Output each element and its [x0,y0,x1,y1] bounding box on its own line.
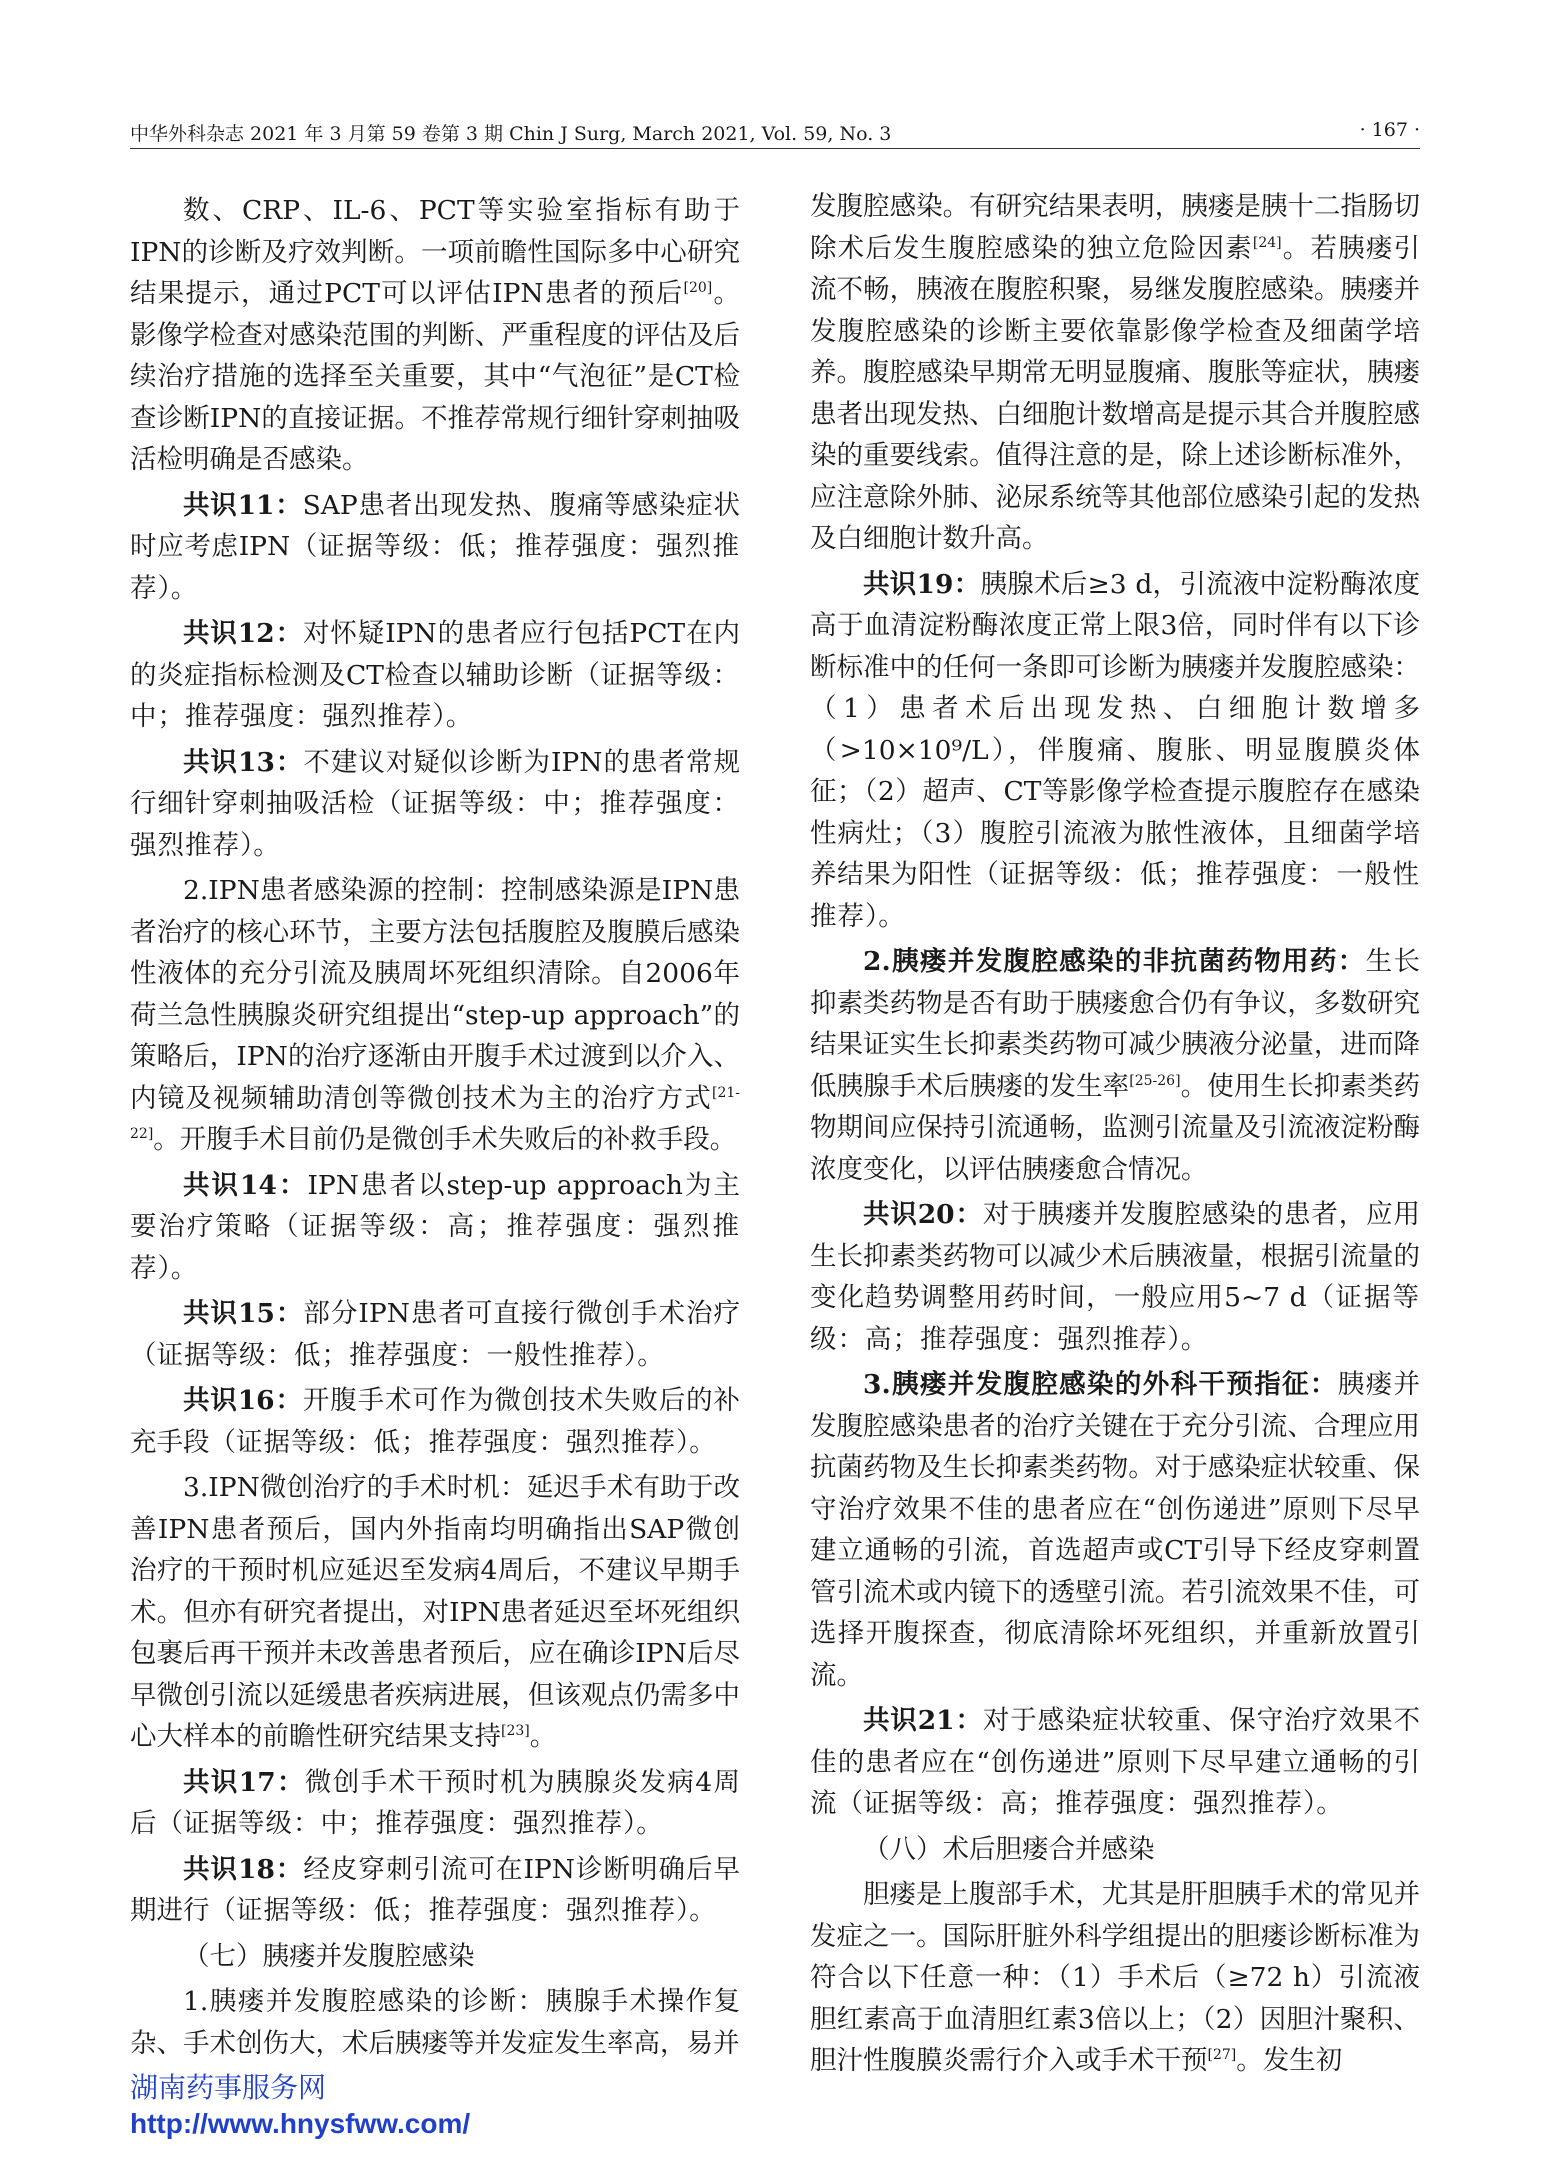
paragraph [130,1293,740,1376]
paragraph-text-tail: ）。 [623,1808,663,1839]
footer-url[interactable]: http://www.hnysfww.com/ [130,2108,471,2139]
paragraph-text: IPN患者以step-up approach为主要治疗策略（ [130,1169,740,1242]
paragraph-text-tail: ）。 [865,900,905,932]
paragraph-text: 对于感染症状较重、保守治疗效果不佳的患者应在“创伤递进”原则下尽早建立通畅的引流（ [810,1705,1420,1819]
consensus-label: 共识13： [183,746,304,778]
evidence-grade: 证据等级：中；推荐强度：强烈推荐 [130,788,741,861]
paragraph-text: 胰腺术后≥3 d，引流液中淀粉酶浓度高于血清淀粉酶浓度正常上限3倍，同时伴有以下诊断标准中的任何一条即可诊断为胰瘘并发腹腔感染：（1）患者术后出现发热、白细胞计数增多（>10×10⁹/L），伴腹痛、腹胀、明显腹膜炎体征；（2）超声、CT等影像学检查提示腹腔存在感染性病灶；（3）腹腔引流液为脓性液体，且细菌学培养结果为阳性（ [810,568,1420,890]
consensus-label: 共识17： [183,1766,305,1798]
paragraph [810,941,1420,1190]
paragraph-text-tail: 。发生初 [1236,2045,1343,2076]
consensus-label: 共识11： [183,489,303,521]
paragraph [130,1467,740,1758]
consensus-label: 共识15： [183,1298,304,1329]
evidence-grade: 证据等级：低；推荐强度：强烈推荐 [236,1426,676,1458]
evidence-grade: 证据等级：高；推荐强度：强烈推荐 [810,1282,1420,1355]
journal-citation: 中华外科杂志 2021 年 3 月第 59 卷第 3 期 Chin J Surg, March 2021, Vol. 59, No. 3 [130,123,892,145]
paragraph [130,190,740,481]
citation-ref: [25-26] [1129,1072,1181,1089]
evidence-grade: 证据等级：低；推荐强度：强烈推荐 [130,531,740,604]
citation-ref: [27] [1207,2047,1237,2064]
paragraph-text-tail: 。影像学检查对感染范围的判断、严重程度的评估及后续治疗措施的选择至关重要，其中“气泡征”是CT检查诊断IPN的直接证据。不推荐常规行细针穿刺抽吸活检明确是否感染。 [130,278,741,475]
consensus-label: 共识21： [863,1705,983,1736]
paragraph-text: 胆瘘是上腹部手术，尤其是肝胆胰手术的常见并发症之一。国际肝脏外科学组提出的胆瘘诊断标准为符合以下任意一种：（1）手术后（≥72 h）引流液胆红素高于血清胆红素3倍以上；（2）因胆汁聚积、胆汁性腹膜炎需行介入或手术干预 [810,1879,1420,2076]
consensus-label: 共识18： [183,1853,304,1885]
paragraph-text-tail: ）。 [157,1252,198,1284]
paragraph-text: 数、CRP、IL-6、PCT等实验室指标有助于IPN的诊断及疗效判断。一项前瞻性国际多中心研究结果提示，通过PCT可以评估IPN患者的预后 [130,195,740,309]
paragraph [130,1165,740,1290]
paragraph [130,1981,740,2064]
paragraph-text-tail: ）。 [240,829,280,861]
evidence-grade: 证据等级：低；推荐强度：一般性推荐 [156,1339,624,1371]
evidence-grade: 证据等级：高；推荐强度：强烈推荐 [863,1788,1303,1819]
paragraph-text-tail: ）。 [1167,1323,1208,1355]
paragraph-text: 经皮穿刺引流可在IPN诊断明确后早期进行（ [130,1853,740,1926]
paragraph-text: 不建议对疑似诊断为IPN的患者常规行细针穿刺抽吸活检（ [130,746,740,819]
citation-ref: [23] [501,1723,530,1740]
consensus-label: 共识20： [863,1199,983,1230]
paragraph-text-tail: 。开腹手术目前仍是微创手术失败后的补救手段。 [153,1124,737,1155]
paragraph-text-tail: ）。 [676,1426,716,1458]
paragraph-text: SAP患者出现发热、腹痛等感染症状时应考虑IPN（ [130,489,740,562]
paragraph-text: （八）术后胆瘘合并感染 [863,1833,1155,1865]
citation-ref: [20] [683,280,713,297]
paragraph [130,1380,740,1463]
paragraph [810,1874,1420,2082]
evidence-grade: 证据等级：低；推荐强度：一般性推荐 [810,859,1420,932]
footer-site-name: 湖南药事服务网 [130,2071,327,2104]
paragraph-text: 1.胰瘘并发腹腔感染的诊断：胰腺手术操作复杂、手术创伤大，术后胰瘘等并发症发生率高，易并 [130,1986,740,2059]
paragraph [810,1194,1420,1360]
paragraph-text-tail: 。若胰瘘引流不畅，胰液在腹腔积聚，易继发腹腔感染。胰瘘并发腹腔感染的诊断主要依靠影像学检查及细菌学培养。腹腔感染早期常无明显腹痛、腹胀等症状，胰瘘患者出现发热、白细胞计数增高是提示其合并腹腔感染的重要线索。值得注意的是，除上述诊断标准外，应注意除外肺、泌尿系统等其他部位感染引起的发热及白细胞计数升高。 [810,232,1421,554]
paragraph-text: （七）胰瘘并发腹腔感染 [183,1940,475,1972]
consensus-label: 共识19： [863,568,981,600]
paragraph-text-tail: 。使用生长抑素类药物期间应保持引流通畅，监测引流量及引流液淀粉酶浓度变化，以评估胰瘘愈合情况。 [810,1070,1421,1185]
paragraph [810,1829,1420,1871]
paragraph-text: 发腹腔感染。有研究结果表明，胰瘘是胰十二指肠切除术后发生腹腔感染的独立危险因素 [810,191,1420,264]
paragraph-text: 微创手术干预时机为胰腺炎发病4周后（ [130,1766,740,1839]
evidence-grade: 证据等级：中；推荐强度：强烈推荐 [130,659,741,732]
left-column [130,186,740,2064]
consensus-label: 2.胰瘘并发腹腔感染的非抗菌药物用药： [863,946,1366,977]
paragraph [810,186,1420,560]
paragraph-text-tail: ）。 [432,701,473,732]
paragraph-text-tail: ）。 [624,1339,664,1371]
paragraph-text: 部分IPN患者可直接行微创手术治疗（ [130,1298,740,1371]
paragraph-text: 开腹手术可作为微创技术失败后的补充手段（ [130,1385,740,1458]
paragraph-text-tail: ）。 [1303,1788,1343,1819]
paragraph [130,742,740,867]
header-rule [130,148,1420,149]
paragraph-text: 生长抑素类药物是否有助于胰瘘愈合仍有争议，多数研究结果证实生长抑素类药物可减少胰液分泌量，进而降低胰腺手术后胰瘘的发生率 [810,946,1420,1102]
paragraph-text: 对怀疑IPN的患者应行包括PCT在内的炎症指标检测及CT检查以辅助诊断（ [130,618,740,691]
citation-ref: [21-22] [130,1084,740,1143]
paragraph-text-tail: ）。 [676,1895,716,1926]
paragraph [130,870,740,1161]
paragraph-text-tail: ）。 [157,572,198,604]
paragraph [810,564,1420,938]
paragraph [810,1364,1420,1696]
paragraph [130,1762,740,1845]
consensus-label: 共识16： [183,1385,303,1416]
paragraph [130,485,740,610]
paragraph-text: 2.IPN患者感染源的控制：控制感染源是IPN患者治疗的核心环节，主要方法包括腹腔及腹膜后感染性液体的充分引流及胰周坏死组织清除。自2006年荷兰急性胰腺炎研究组提出“step-up approach”的策略后，IPN的治疗逐渐由开腹手术过渡到以介入、内镜及视频辅助清创等微创技术为主的治疗方式 [130,875,740,1114]
citation-ref: [24] [1252,234,1282,251]
evidence-grade: 证据等级：高；推荐强度：强烈推荐 [130,1211,741,1284]
paragraph-text-tail: 。 [529,1721,557,1752]
paragraph-text: 3.IPN微创治疗的手术时机：延迟手术有助于改善IPN患者预后，国内外指南均明确指出SAP微创治疗的干预时机应延迟至发病4周后，不建议早期手术。但亦有研究者提出，对IPN患者延迟至坏死组织包裹后再干预并未改善患者预后，应在确诊IPN后尽早微创引流以延缓患者疾病进展，但该观点仍需多中心大样本的前瞻性研究结果支持 [130,1472,740,1752]
paragraph [130,1849,740,1932]
paragraph [130,1936,740,1978]
evidence-grade: 证据等级：低；推荐强度：强烈推荐 [236,1895,676,1926]
consensus-label: 3.胰瘘并发腹腔感染的外科干预指征： [863,1369,1338,1400]
consensus-label: 共识14： [183,1169,308,1201]
paragraph [130,613,740,738]
consensus-label: 共识12： [183,618,303,649]
paragraph-text: 胰瘘并发腹腔感染患者的治疗关键在于充分引流、合理应用抗菌药物及生长抑素类药物。对于感染症状较重、保守治疗效果不佳的患者应在“创伤递进”原则下尽早建立通畅的引流，首选超声或CT引导下经皮穿刺置管引流术或内镜下的透壁引流。若引流效果不佳，可选择开腹探查，彻底清除坏死组织，并重新放置引流。 [810,1369,1420,1691]
paragraph [810,1700,1420,1825]
evidence-grade: 证据等级：中；推荐强度：强烈推荐 [183,1808,623,1839]
page-number: · 167 · [1359,119,1420,141]
paragraph-text: 对于胰瘘并发腹腔感染的患者，应用生长抑素类药物可以减少术后胰液量，根据引流量的变化趋势调整用药时间，一般应用5~7 d（ [810,1199,1420,1313]
watermark-footer [130,2070,470,2142]
right-column [810,186,1420,2082]
running-header [130,113,1420,149]
